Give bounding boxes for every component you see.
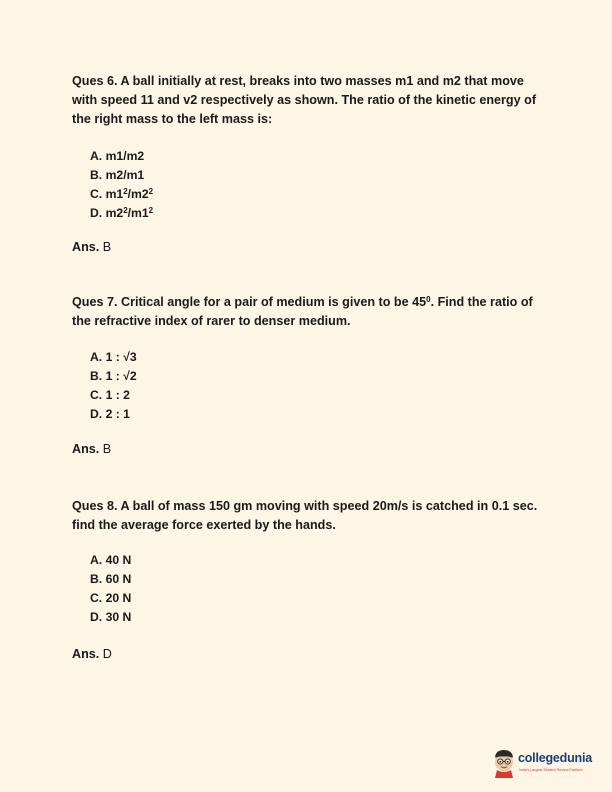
option-item: A. m1/m2: [90, 149, 145, 163]
option-item: A. 1 : √3: [90, 350, 137, 364]
question-6-text: Ques 6. A ball initially at rest, breaks into two masses m1 and m2 that move with speed 11 and v2 respectively as shown. The ratio of the kinetic energy of the right mass to the left mass is:: [72, 74, 537, 126]
question-6-answer: Ans. B: [72, 240, 112, 254]
question-6-options: [90, 147, 153, 223]
question-7-answer: Ans. B: [72, 442, 112, 456]
question-8-options: [90, 551, 131, 627]
option-item: A. 40 N: [90, 553, 132, 567]
logo-name: collegedunia: [518, 751, 593, 765]
question-8-text: Ques 8. A ball of mass 150 gm moving with speed 20m/s is catched in 0.1 sec. find the average force exerted by the hands.: [72, 499, 538, 532]
collegedunia-logo: [490, 742, 600, 782]
option-item: B. m2/m1: [90, 168, 145, 182]
option-item: C. $m1^2/m2^2$: [90, 187, 154, 201]
question-7-text: Ques 7. Critical angle for a pair of medium is given to be $45^0$. Find the ratio of the refractive index of rarer to denser medium.: [72, 295, 533, 328]
question-8-answer: Ans. D: [72, 647, 112, 661]
question-7-options: [90, 348, 137, 424]
logo-tagline: India's Largest Student Review Platform: [519, 768, 583, 772]
option-item: D. 2 : 1: [90, 407, 130, 421]
option-item: B. 1 : √2: [90, 369, 137, 383]
mascot-icon: [490, 748, 518, 778]
option-item: B. 60 N: [90, 572, 132, 586]
option-item: C. 20 N: [90, 591, 132, 605]
option-item: D. $m2^2/m1^2$: [90, 206, 154, 220]
option-item: C. 1 : 2: [90, 388, 130, 402]
option-item: D. 30 N: [90, 610, 132, 624]
